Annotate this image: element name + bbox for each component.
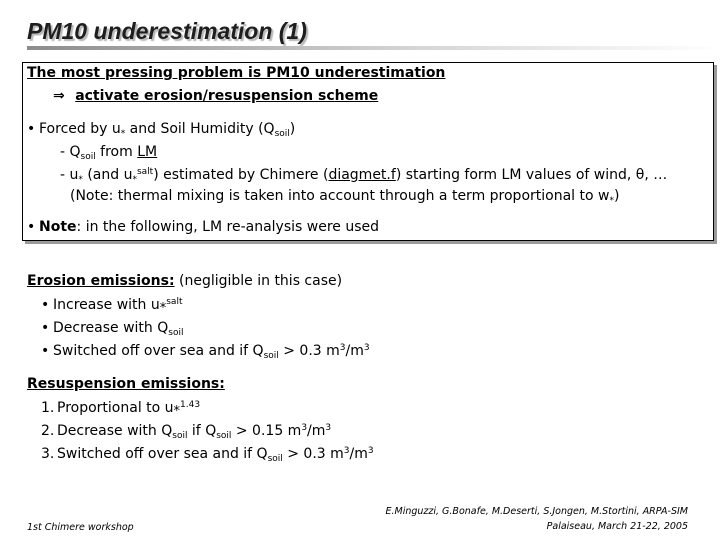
footer-place-date: Palaiseau, March 21-22, 2005 [546,521,688,532]
box-line-1 [27,65,445,81]
page-title: PM10 underestimation (1) [27,18,307,44]
title-underline [27,46,720,50]
resuspension-item: 3. Switched off over sea and if $Q_{soil} > 0.3$ $m^3/m^3$ [41,446,374,464]
bullet-icon: • [41,320,50,336]
erosion-heading: Erosion emissions: (negligible in this case) [27,273,343,289]
bullet-icon: • [27,121,36,137]
box-bullet-note: • Note: in the following, LM re-analysis were used [27,219,379,235]
resuspension-item: 2. Decrease with $Q_{soil}$ if $Q_{soil} > 0.15$ $m^3/m^3$ [41,423,332,441]
resuspension-item: 1. Proportional to $u_*^{1.43}$ [41,400,201,419]
box-line-2 [53,88,378,104]
lm-link[interactable]: LM [137,144,158,160]
footer-authors: E.Minguzzi, G.Bonafe, M.Deserti, S.Jongen, M.Stortini, ARPA-SIM [385,506,688,517]
implies-arrow-icon: ⇒ [53,88,65,104]
bullet-icon: • [41,297,50,313]
box-dash-ustar: - $u_*$ (and $u_*^{salt}$) estimated by Chimere (diagmet.f) starting form LM values of wind, θ, … [60,167,668,185]
bullet-icon: • [27,219,36,235]
bullet-icon: • [41,343,50,359]
diagmet-link[interactable]: diagmet.f [328,167,396,183]
resuspension-heading: Resuspension emissions: [27,376,225,392]
box-note-thermal: (Note: thermal mixing is taken into account through a term proportional to $w_*$) [70,188,620,206]
box-bullet-forced: • Forced by $u_*$ and Soil Humidity $(Q_{soil})$ [27,121,296,139]
erosion-item: • Decrease with $Q_{soil}$ [41,320,184,338]
footer-workshop: 1st Chimere workshop [27,522,134,533]
problem-statement: The most pressing problem is PM10 underestimation [27,65,446,81]
action-statement: activate erosion/resuspension scheme [75,88,379,104]
erosion-item: • Switched off over sea and if $Q_{soil} > 0.3$ $m^3/m^3$ [41,343,370,361]
erosion-item: • Increase with $u_*^{salt}$ [41,297,183,316]
box-dash-qsoil: - $Q_{soil}$ from LM [60,144,158,162]
